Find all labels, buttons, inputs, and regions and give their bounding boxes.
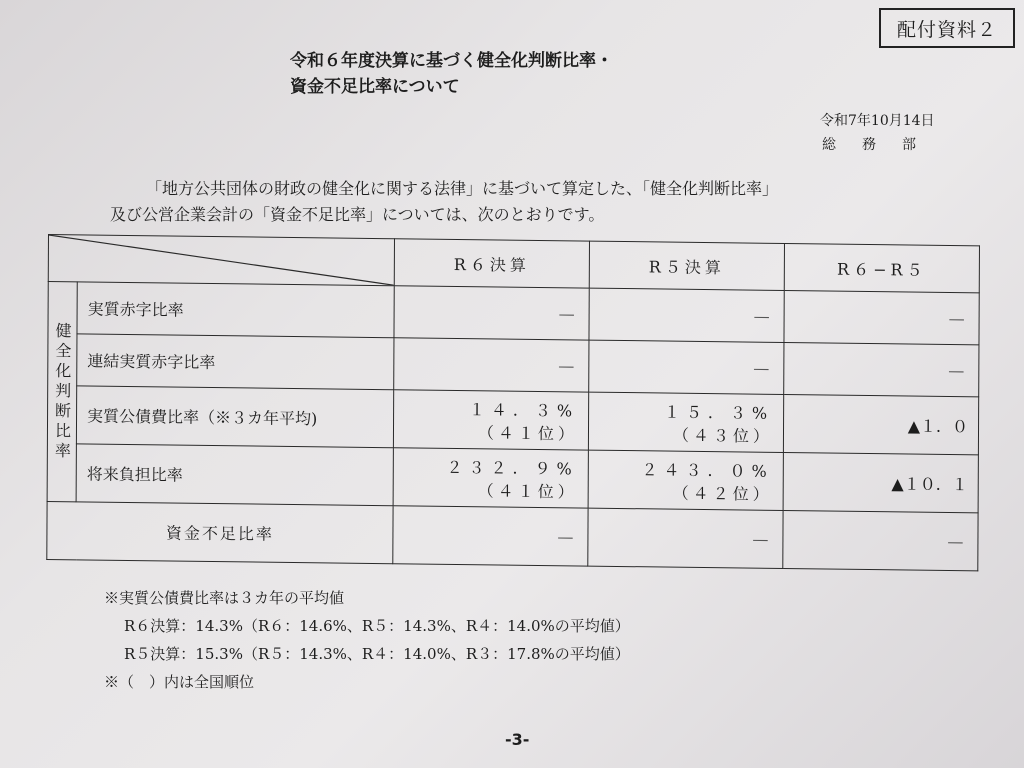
r6-cell xyxy=(393,448,588,508)
row-label: 将来負担比率 xyxy=(76,444,393,506)
diff-value: — xyxy=(784,290,979,344)
r5-rank: （４２位） xyxy=(672,483,773,504)
diagonal-header-cell xyxy=(48,235,394,286)
department: 総務部 xyxy=(822,137,942,153)
footnote: ※実質公債費比率は３カ年の平均値 xyxy=(104,589,345,607)
row-label: 連結実質赤字比率 xyxy=(77,334,394,390)
r6-value: ２３２．９% xyxy=(446,457,578,478)
issue-date: 令和7年10月14日 xyxy=(820,113,935,129)
r5-rank: （４３位） xyxy=(672,425,774,446)
r6-rank: （４１位） xyxy=(477,480,578,501)
row-label: 資金不足比率 xyxy=(47,501,393,563)
r6-cell xyxy=(393,390,588,450)
r6-value: — xyxy=(394,338,589,392)
r6-value: １４．３% xyxy=(468,399,579,420)
document-title xyxy=(290,48,710,100)
column-header-r6: R６決算 xyxy=(394,239,589,288)
r5-cell xyxy=(588,392,783,452)
title-line-2: 資金不足比率について xyxy=(290,77,460,97)
r5-value: ２４３．０% xyxy=(641,459,773,481)
intro-line-1: 「地方公共団体の財政の健全化に関する法律」に基づいて算定した、「健全化判断比率」 xyxy=(146,179,779,198)
r6-rank: （４１位） xyxy=(477,422,579,443)
column-header-diff: R６−R５ xyxy=(784,243,979,292)
diff-value: — xyxy=(783,510,978,570)
row-label: 実質公債費比率（※３カ年平均) xyxy=(76,386,393,448)
r5-cell xyxy=(588,450,783,510)
group-label: 健全化判断比率 xyxy=(47,282,77,502)
handout-label: 配付資料２ xyxy=(879,8,1015,48)
page-number: -3- xyxy=(505,730,530,749)
r6-value: — xyxy=(393,506,588,566)
footnote: R６決算：14.3%（R６：14.6%、R５：14.3%、R４：14.0%の平均値） xyxy=(124,617,630,635)
r5-value: — xyxy=(588,508,783,568)
footnote: ※（ ）内は全国順位 xyxy=(104,673,255,691)
r5-value: １５．３% xyxy=(663,402,774,423)
diff-value: ▲１０．１ xyxy=(783,452,978,512)
table-row xyxy=(47,501,978,570)
diagonal-line xyxy=(49,235,394,285)
row-label: 実質赤字比率 xyxy=(77,282,394,338)
title-line-1: 令和６年度決算に基づく健全化判断比率・ xyxy=(290,51,613,71)
ratios-table xyxy=(46,234,980,571)
diff-value: ▲１．０ xyxy=(783,394,978,454)
r5-value: — xyxy=(589,340,784,394)
column-header-r5: R５決算 xyxy=(589,241,784,290)
r5-value: — xyxy=(589,288,784,342)
intro-line-2: 及び公営企業会計の「資金不足比率」については、次のとおりです。 xyxy=(110,205,605,224)
footnote: R５決算：15.3%（R５：14.3%、R４：14.0%、R３：17.8%の平均値） xyxy=(124,645,630,663)
r6-value: — xyxy=(394,286,589,340)
footnotes xyxy=(104,584,630,696)
intro-paragraph xyxy=(110,176,910,228)
diff-value: — xyxy=(784,342,979,396)
